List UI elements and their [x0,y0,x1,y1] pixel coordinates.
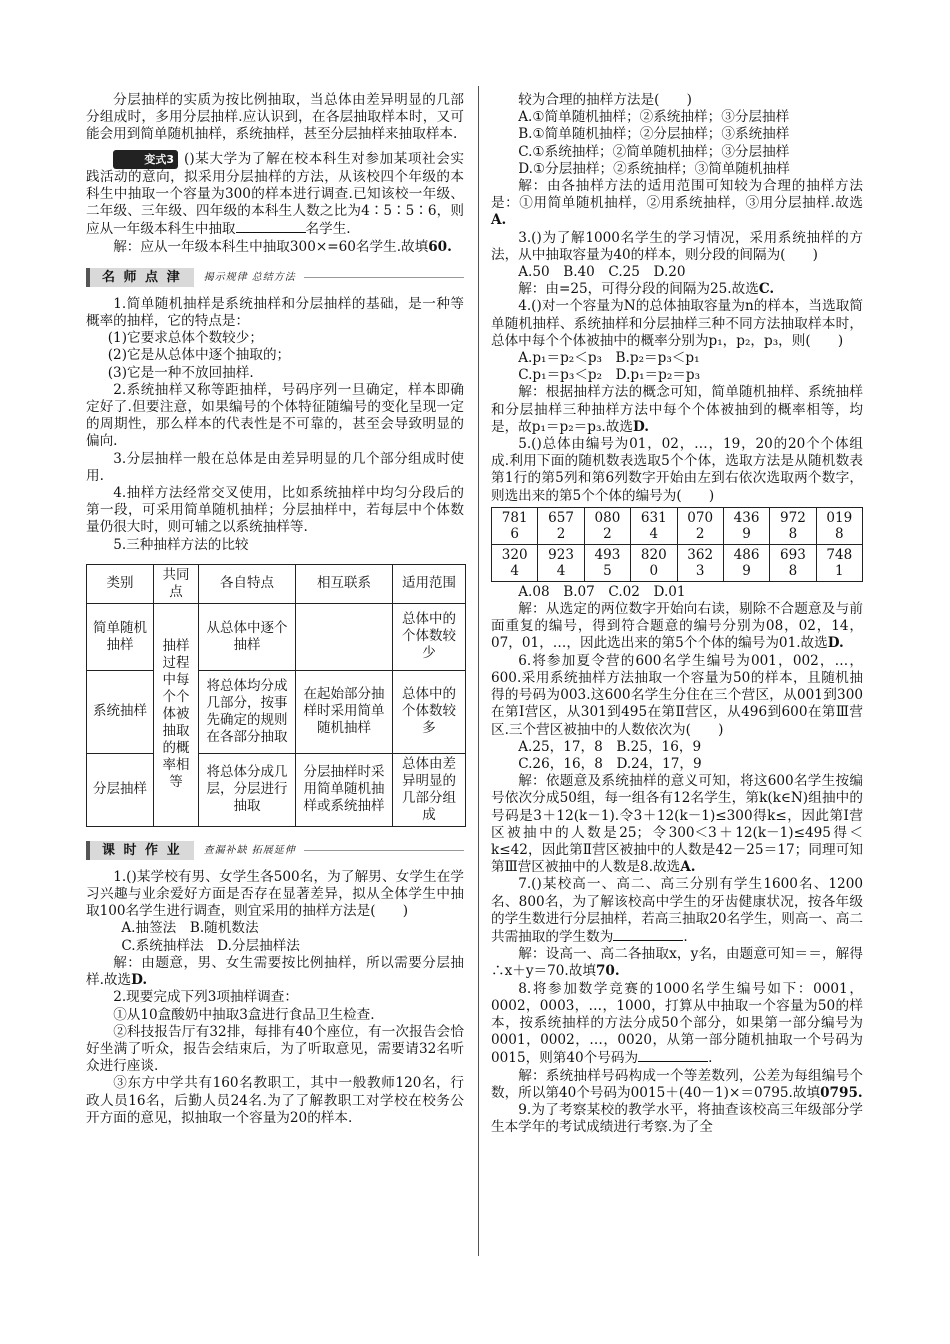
table-header: 各自特点 [199,564,296,603]
tip-5: 5.三种抽样方法的比较 [113,536,249,553]
question-1-options: C.系统抽样法 D.分层抽样法 [121,937,300,954]
solution-text: 解：依题意及系统抽样的意义可知，将这600名学生按编号依次分成50组，每一组各有12名学生，第k(k∈N)组抽中的号码是3＋12(k－1).令3＋12(k－1)≤300得k≤，因此第Ⅰ营区被抽中的人数是25；令300＜3＋12(k－1)≤495得＜k≤42，因此第Ⅱ营区被抽中的人数是42－25＝17；同理可知第Ⅲ营区被抽中的人数是8.故选 [491,773,863,876]
question-6-options: C.26，16，8 D.24，17，9 [518,755,702,772]
question-1: 1.()某学校有男、女学生各500名，为了解男、女学生在学习兴趣与业余爱好方面是否存在显著差异，拟从全体学生中抽取100名学生进行调查，则宜采用的抽样方法是( ) [86,868,464,920]
table-cell: 657 2 [538,507,584,544]
variant-text: ()某大学为了解在校本科生对参加某项社会实践活动的意向，拟采用分层抽样的方法，从该校四个年级的本科生中抽取一个容量为300的样本进行调查.已知该校一年级、二年级、三年级、四年级的本科生人数之比为4∶5∶5∶6，则应从一年级本科生中抽取 [86,150,464,238]
comparison-table [86,564,466,827]
table-cell: 分层抽样 [87,753,154,826]
table-cell: 070 2 [677,507,723,544]
table-cell: 486 9 [723,544,769,581]
question-2-option: C.①系统抽样；②简单随机抽样；③分层抽样 [518,143,790,160]
homework-banner-subtitle: 查漏补缺 拓展延伸 [203,845,296,857]
table-cell: 693 8 [770,544,816,581]
question-6-solution [491,773,863,876]
tips-banner-title: 名 师 点 津 [86,268,194,287]
solution-text: 解：由题意，男、女生需要按比例抽样，所以需要分层抽样.故选 [86,954,464,989]
variant-solution [86,239,464,256]
variant-badge: 变式3 [113,150,178,169]
question-5-solution [491,601,863,653]
question-8-solution [491,1068,863,1102]
table-cell: 简单随机抽样 [87,603,154,670]
table-cell: 631 4 [631,507,677,544]
question-2-option: B.①简单随机抽样；②分层抽样；③系统抽样 [518,126,790,143]
tip-4: 4.抽样方法经常交叉使用，比如系统抽样中均匀分段后的第一段，可采用简单随机抽样；分层抽样中，若每层中个体数量仍很大时，则可辅之以系统抽样等. [86,485,464,536]
question-text: 8.将参加数学竞赛的1000名学生编号如下：0001，0002，0003，…，1000，打算从中抽取一个容量为50的样本，按系统抽样的方法分成50个部分，如果第一部分编号为0001，0002，…，0020，从第一部分随机抽取一个号码为0015，则第40个号码为 [491,980,863,1067]
table-cell: 在起始部分抽样时采用简单随机抽样 [296,670,393,753]
solution-text: 解：应从一年级本科生中抽取300×=60名学生.故填 [113,238,429,255]
question-2: 2.现要完成下列3项抽样调查： [113,989,298,1006]
tip-1-b: (2)它是从总体中逐个抽取的； [107,347,291,364]
solution-answer: 0795. [820,1084,863,1101]
table-cell: 820 0 [631,544,677,581]
question-1-solution [86,955,464,989]
question-6-options: A.25，17，8 B.25，16，9 [518,738,702,755]
tip-2: 2.系统抽样又称等距抽样，号码序列一旦确定，样本即确定好了.但要注意，如果编号的个体特征随编号的变化呈现一定的周期性，那么样本的代表性是不可靠的，甚至会导致明显的偏向. [86,381,464,450]
question-4: 4.()对一个容量为N的总体抽取容量为n的样本，当选取简单随机抽样、系统抽样和分层抽样三种不同方法抽取样本时，总体中每个个体被抽中的概率分别为p₁，p₂，p₃，则( ) [491,298,863,349]
random-number-table [491,507,863,582]
tip-1-c: (3)它是一种不放回抽样. [107,364,254,381]
solution-text: 解：从选定的两位数字开始向右读，剔除不合题意及与前面重复的编号，得到符合题意的编号分别为08，02，14，07，01，…，因此选出来的第5个个体的编号为01.故选 [491,601,863,652]
table-cell: 总体中的个体数较少 [393,603,466,670]
table-cell: 781 6 [492,507,538,544]
question-5-options: A.08 B.07 C.02 D.01 [518,583,686,600]
table-cell: 748 1 [816,544,862,581]
solution-answer: A. [680,859,696,876]
variant-problem [86,150,464,239]
question-2-item: ①从10盒酸奶中抽取3盒进行食品卫生检查. [113,1006,375,1023]
table-cell: 362 3 [677,544,723,581]
intro-paragraph: 分层抽样的实质为按比例抽取，当总体由差异明显的几部分组成时，多用分层抽样.应认识到，在各层抽取样本时，又可能会用到简单随机抽样，系统抽样，甚至分层抽样来抽取样本. [86,92,464,143]
table-row [492,507,863,544]
table-cell: 436 9 [723,507,769,544]
table-cell: 923 4 [538,544,584,581]
banner-rule [304,850,464,851]
solution-text: 解：由=25，可得分段的间隔为25.故选 [518,281,759,298]
solution-text: 解：系统抽样号码构成一个等差数列，公差为每组编号个数，所以第40个号码为0015＋(40－1)×＝0795.故填 [491,1067,863,1101]
solution-answer: D. [827,635,844,652]
solution-answer: 60. [428,238,452,255]
question-3-solution [491,281,863,298]
table-cell: 总体由差异明显的几部分组成 [393,753,466,826]
solution-text: 解：由各抽样方法的适用范围可知较为合理的抽样方法是：①用简单随机抽样，②用系统抽样，③用分层抽样.故选 [491,178,863,212]
question-1-options: A.抽签法 B.随机数法 [121,920,259,937]
banner-rule [304,277,464,278]
table-row [492,544,863,581]
tip-1: 1.简单随机抽样是系统抽样和分层抽样的基础，是一种等概率的抽样，它的特点是： [86,295,464,330]
question-2-solution [491,178,863,230]
homework-banner-title: 课 时 作 业 [86,841,194,860]
question-6: 6.将参加夏令营的600名学生编号为001，002，…，600.采用系统抽样方法抽取一个容量为50的样本，且随机抽得的号码为003.这600名学生分住在三个营区，从001到300在第Ⅰ营区，从301到495在第Ⅱ营区，从496到600在第Ⅲ营区.三个营区被抽中的人数依次为( ) [491,652,863,738]
solution-answer: 70. [595,963,620,980]
answer-blank [638,1049,708,1062]
question-9: 9.为了考察某校的教学水平，将抽查该校高三年级部分学生本学年的考试成绩进行考察.为了全 [491,1101,863,1136]
right-column [491,92,863,1136]
solution-answer: C. [758,281,775,298]
answer-blank [613,928,683,941]
table-cell: 总体中的个体数较多 [393,670,466,753]
table-header: 适用范围 [393,564,466,603]
question-4-options: C.p₁＝p₃＜p₂ D.p₁＝p₂＝p₃ [518,367,701,384]
tips-banner-subtitle: 揭示规律 总结方法 [203,272,296,284]
table-row [87,753,466,826]
question-7: 7.()某校高一、高二、高三分别有学生1600名、1200名、800名，为了解该校高中学生的牙齿健康状况，按各年级的学生数进行分层抽样，若高三抽取20名学生，则高一、高二共需抽取的学生数为 . [491,876,863,945]
solution-answer: D. [131,972,148,989]
tip-3: 3.分层抽样一般在总体是由差异明显的几个部分组成时使用. [86,450,464,484]
solution-answer: A. [491,212,507,229]
homework-banner [86,841,464,861]
question-text: 7.()某校高一、高二、高三分别有学生1600名、1200名、800名，为了解该校高中学生的牙齿健康状况，按各年级的学生数进行分层抽样，若高三抽取20名学生，则高一、高二共需抽取的学生数为 [491,876,863,945]
table-cell: 将总体分成几层，分层进行抽取 [199,753,296,826]
table-row [87,670,466,753]
answer-blank [236,220,306,233]
question-5: 5.()总体由编号为01，02，…，19，20的20个个体组成.利用下面的随机数表选取5个个体，选取方法是从随机数表第1行的第5列和第6列数字开始由左到右依次选取两个数字，则选出来的第5个个体的编号为( ) [491,436,863,504]
table-cell: 从总体中逐个抽样 [199,603,296,670]
table-cell: 493 5 [584,544,630,581]
question-8: 8.将参加数学竞赛的1000名学生编号如下：0001，0002，0003，…，1000，打算从中抽取一个容量为50的样本，按系统抽样的方法分成50个部分，如果第一部分编号为0001，0002，…，0020，从第一部分随机抽取一个号码为0015，则第40个号码为 . [491,980,863,1067]
table-cell-common: 抽样过程中每个个体被抽取的概率相等 [154,603,199,826]
table-cell: 系统抽样 [87,670,154,753]
solution-text: 解：设高一、高二各抽取x，y名，由题意可知＝＝，解得∴x＋y＝70.故填 [491,946,863,980]
question-4-solution [491,384,863,436]
question-3-options: A.50 B.40 C.25 D.20 [518,264,686,281]
table-cell: 将总体均分成几部分，按事先确定的规则在各部分抽取 [199,670,296,753]
solution-text: 解：根据抽样方法的概念可知，简单随机抽样、系统抽样和分层抽样三种抽样方法中每个个体被抽到的概率相等，均是，故p₁＝p₂＝p₃.故选 [491,384,863,435]
table-row [87,603,466,670]
table-cell: 019 8 [816,507,862,544]
variant-tail: 名学生. [305,221,351,238]
table-cell [296,603,393,670]
table-cell: 分层抽样时采用简单随机抽样或系统抽样 [296,753,393,826]
tips-banner [86,268,464,288]
question-2-option: A.①简单随机抽样；②系统抽样；③分层抽样 [518,109,790,126]
table-cell: 080 2 [584,507,630,544]
table-cell: 320 4 [492,544,538,581]
column-divider [478,86,479,1256]
question-2-ask: 较为合理的抽样方法是( ) [518,92,692,108]
question-2-option: D.①分层抽样；②系统抽样；③简单随机抽样 [518,160,790,177]
table-header: 共同点 [154,564,199,603]
table-cell: 972 8 [770,507,816,544]
table-header: 相互联系 [296,564,393,603]
question-4-options: A.p₁＝p₂＜p₃ B.p₂＝p₃＜p₁ [518,350,700,367]
table-header-row [87,564,466,603]
table-header: 类别 [87,564,154,603]
question-7-solution [491,946,863,980]
tip-1-a: (1)它要求总体个数较少； [107,330,263,347]
left-column [86,92,464,1127]
question-3: 3.()为了解1000名学生的学习情况，采用系统抽样的方法，从中抽取容量为40的样本，则分段的间隔为( ) [491,229,863,263]
question-2-item: ③东方中学共有160名教职工，其中一般教师120名，行政人员16名，后勤人员24名.为了了解教职工对学校在校务公开方面的意见，拟抽取一个容量为20的样本. [86,1075,464,1126]
question-2-item: ②科技报告厅有32排，每排有40个座位，有一次报告会恰好坐满了听众，报告会结束后，为了听取意见，需要请32名听众进行座谈. [86,1023,464,1075]
solution-answer: D. [632,418,649,435]
